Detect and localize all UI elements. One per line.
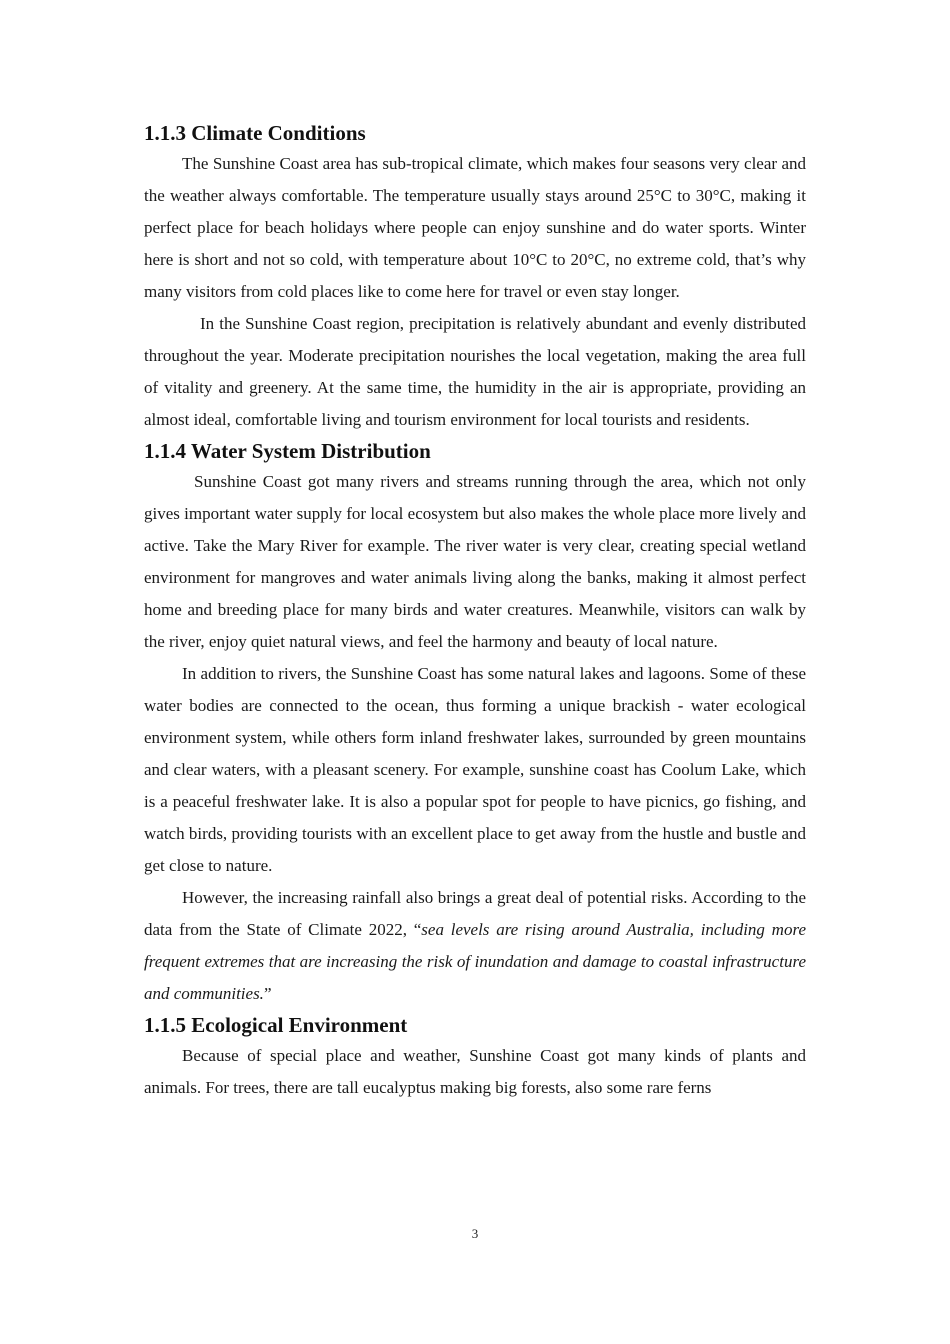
section-heading-ecological-environment: 1.1.5 Ecological Environment <box>144 1013 408 1037</box>
paragraph-rainfall-risks <box>144 882 806 1010</box>
section-heading-climate-conditions: 1.1.3 Climate Conditions <box>144 121 366 145</box>
paragraph-plants-animals: Because of special place and weather, Sunshine Coast got many kinds of plants and animals. For trees, there are tall eucalyptus making big forests, also some rare ferns <box>144 1046 806 1097</box>
state-of-climate-quote: sea levels are rising around Australia, including more frequent extremes that are increasing the risk of inundation and damage to coastal infrastructure and communities. <box>144 920 806 1003</box>
paragraph-climate-temperature: The Sunshine Coast area has sub-tropical climate, which makes four seasons very clear and the weather always comfortable. The temperature usually stays around 25°C to 30°C, making it perfect place for beach holidays where people can enjoy sunshine and do water sports. Winter here is short and not so cold, with temperature about 10°C to 20°C, no extreme cold, that’s why many visitors from cold places like to come here for travel or even stay longer. <box>144 154 806 301</box>
paragraph-rivers-streams: Sunshine Coast got many rivers and streams running through the area, which not only gives important water supply for local ecosystem but also makes the whole place more lively and active. Take the Mary River for example. The river water is very clear, creating special wetland environment for mangroves and water animals living along the banks, making it almost perfect home and breeding place for many birds and water creatures. Meanwhile, visitors can walk by the river, enjoy quiet natural views, and feel the harmony and beauty of local nature. <box>144 472 806 651</box>
page-number: 3 <box>471 1226 479 1241</box>
rainfall-risks-lead: However, the increasing rainfall also brings a great deal of potential risks. According to the data from the State of Climate 2022, “ <box>144 888 806 939</box>
paragraph-climate-precipitation: In the Sunshine Coast region, precipitation is relatively abundant and evenly distributed throughout the year. Moderate precipitation nourishes the local vegetation, making the area full of vitality and greenery. At the same time, the humidity in the air is appropriate, providing an almost ideal, comfortable living and tourism environment for local tourists and residents. <box>144 314 806 429</box>
document-page <box>144 118 806 1104</box>
rainfall-risks-tail: ” <box>263 984 272 1003</box>
section-heading-water-system: 1.1.4 Water System Distribution <box>144 439 431 463</box>
paragraph-lakes-lagoons: In addition to rivers, the Sunshine Coast has some natural lakes and lagoons. Some of these water bodies are connected to the ocean, thus forming a unique brackish - water ecological environment system, while others form inland freshwater lakes, surrounded by green mountains and clear waters, with a pleasant scenery. For example, sunshine coast has Coolum Lake, which is a peaceful freshwater lake. It is also a popular spot for people to have picnics, go fishing, and watch birds, providing tourists with an excellent place to get away from the hustle and bustle and get close to nature. <box>144 664 806 875</box>
